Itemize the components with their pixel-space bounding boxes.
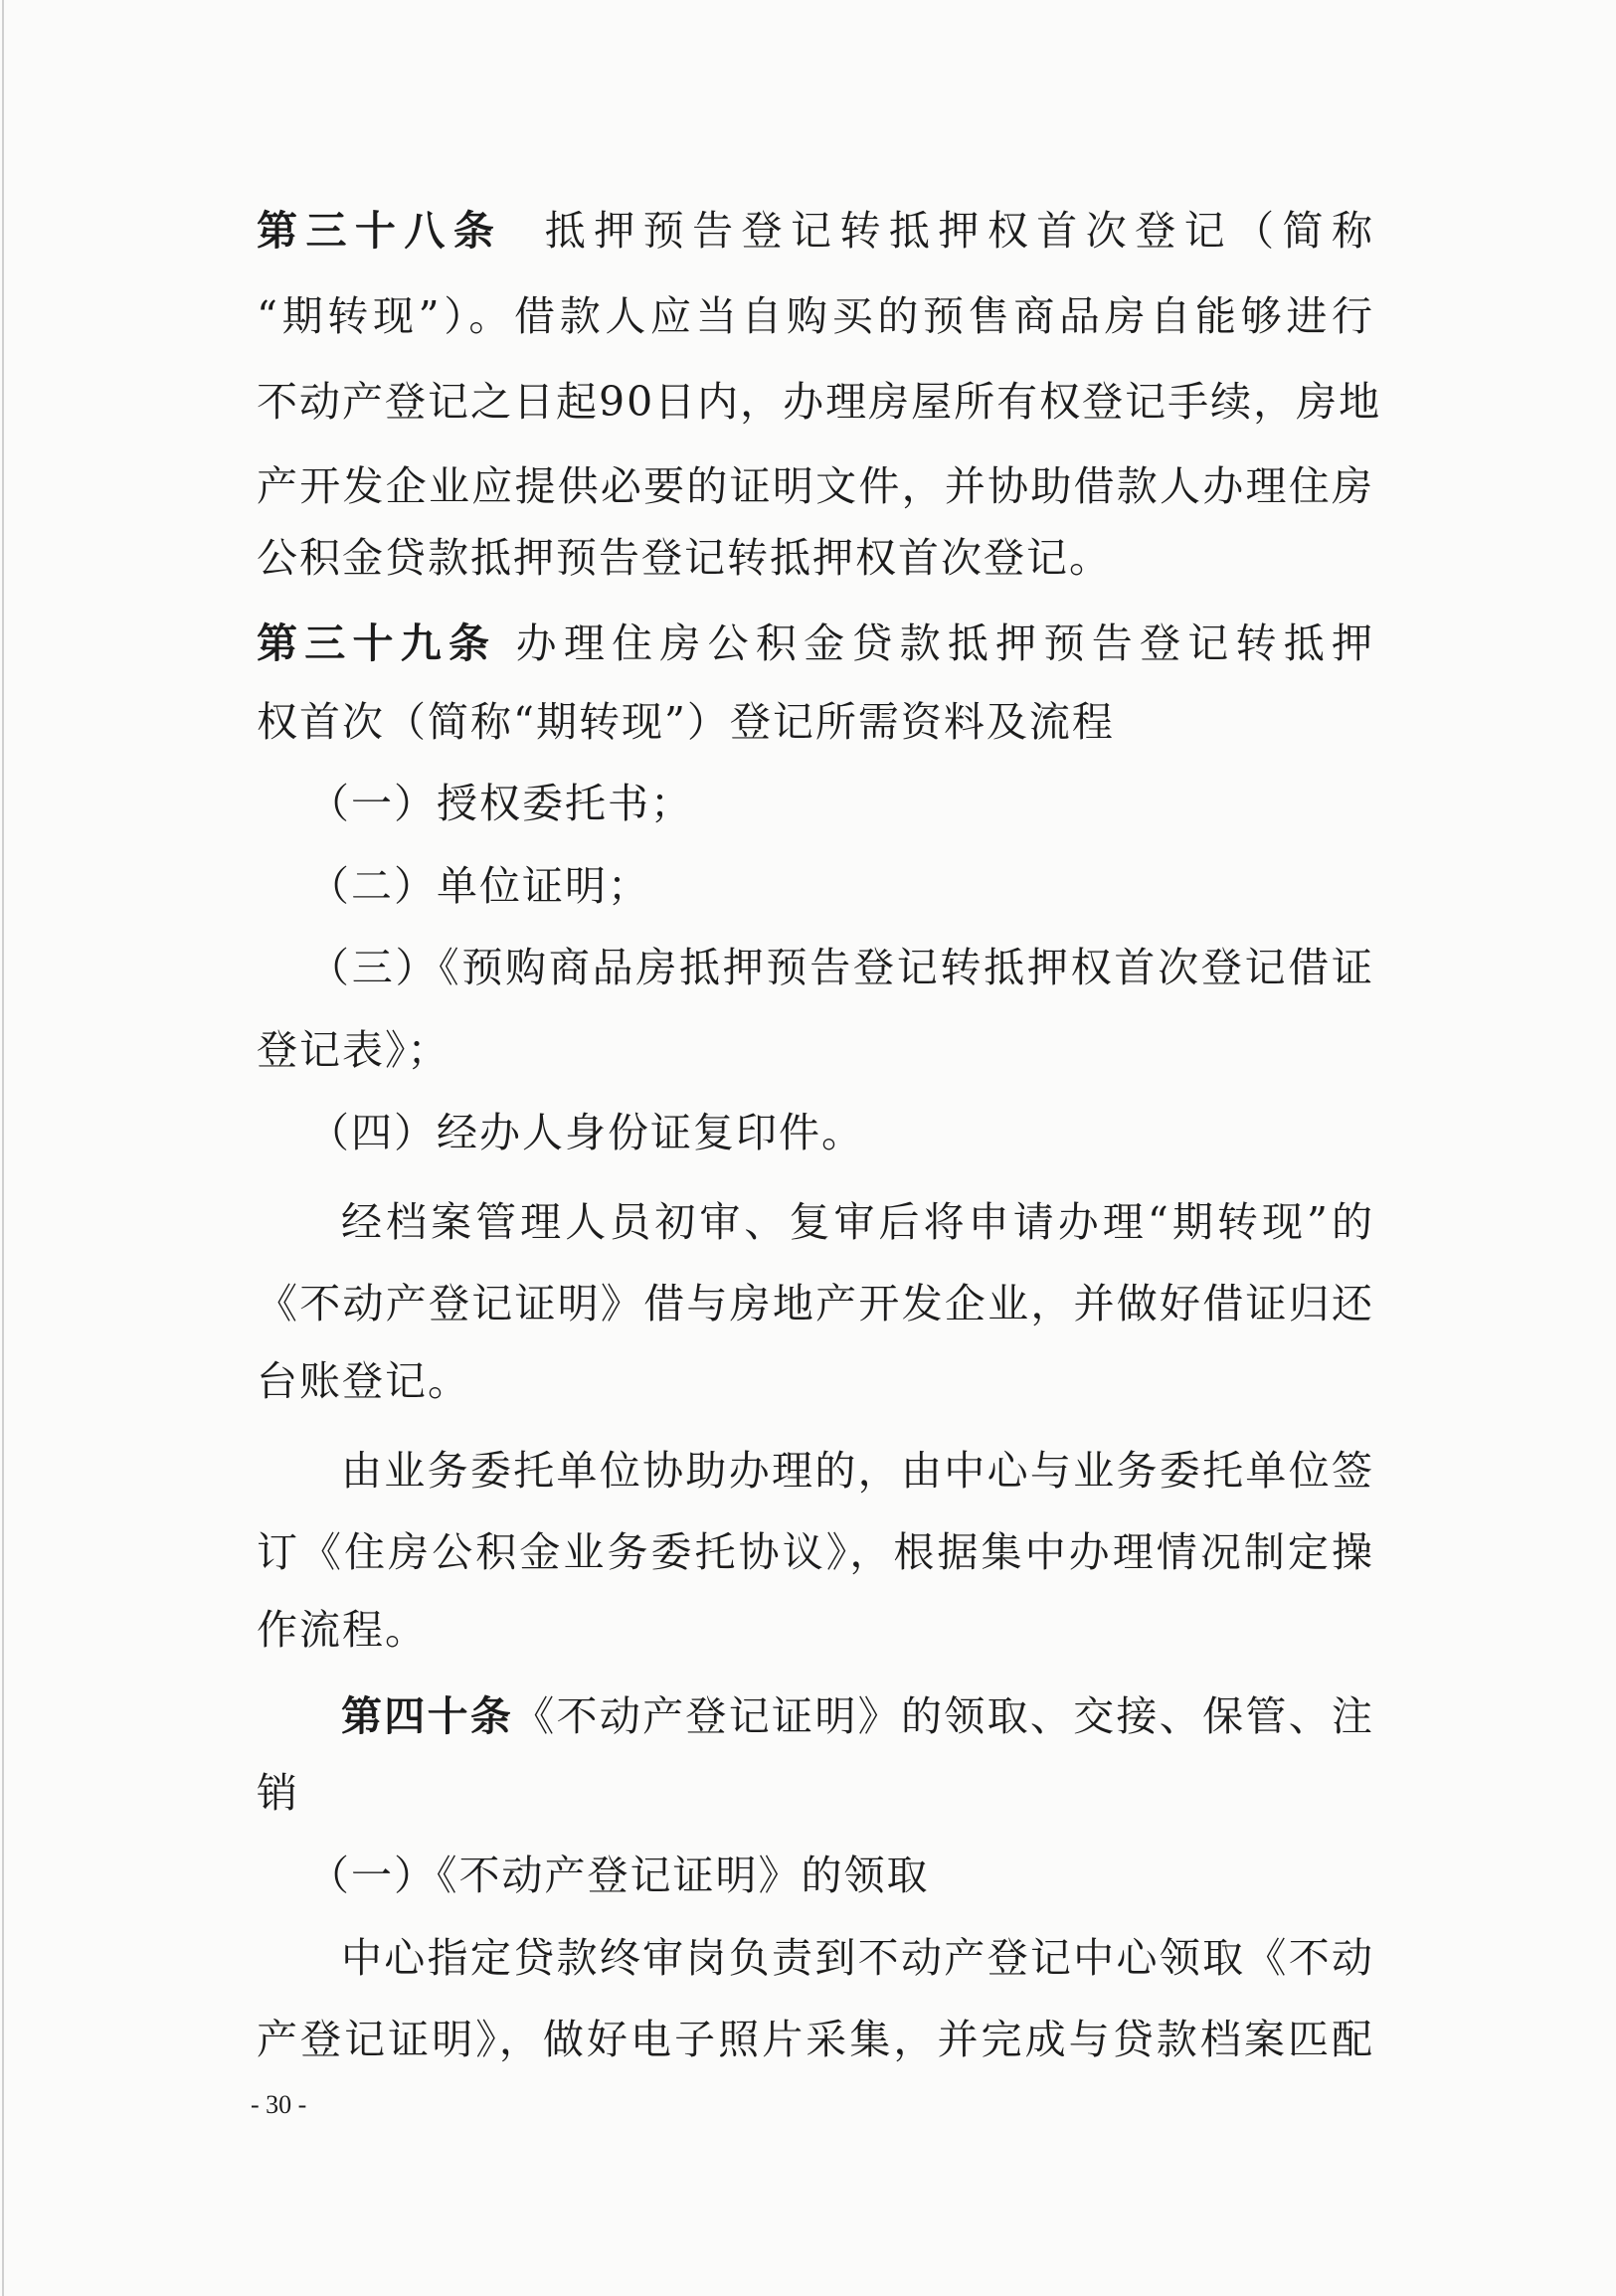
article38-text1: 抵押预告登记转抵押权首次登记（简称 [538,207,1375,255]
article39-item1: （一）授权委托书； [308,780,693,827]
scan-edge-line [2,0,4,2296]
article40-sub1: （一）《不动产登记证明》的领取 [308,1852,930,1899]
article38-line5: 公积金贷款抵押预告登记转抵押权首次登记。 [257,534,1112,582]
article39-item3-line2: 登记表》； [257,1026,450,1074]
article38-heading: 第三十八条 [257,207,503,255]
article39-para1-line2: 《不动产登记证明》借与房地产开发企业，并做好借证归还 [257,1280,1374,1327]
article40-sub1-line2: 产登记证明》，做好电子照片采集，并完成与贷款档案匹配 [257,2016,1374,2063]
article38-line1 [257,188,1374,273]
article39-para1-line3: 台账登记。 [257,1357,470,1405]
article39-line1 [257,601,1374,686]
article39-line2: 权首次（简称“期转现”）登记所需资料及流程 [257,698,1115,746]
article39-item2: （二）单位证明； [308,862,650,910]
article38-line4: 产开发企业应提供必要的证明文件，并协助借款人办理住房 [257,462,1374,510]
article39-para2-line3: 作流程。 [257,1606,428,1654]
article39-text1: 办理住房公积金贷款抵押预告登记转抵押 [510,619,1375,667]
article39-para2-line1: 由业务委托单位协助办理的，由中心与业务委托单位签 [341,1447,1374,1495]
article40-line1 [341,1674,1374,1759]
article40-text1: 《不动产登记证明》的领取、交接、保管、注 [513,1692,1374,1740]
page-number: - 30 - [251,2090,307,2119]
article39-heading: 第三十九条 [257,619,497,667]
article40-sub1-line1: 中心指定贷款终审岗负责到不动产登记中心领取《不动 [341,1934,1374,1982]
article39-item4: （四）经办人身份证复印件。 [308,1109,864,1156]
article40-heading: 第四十条 [341,1692,514,1740]
article38-line2: “期转现”）。借款人应当自购买的预售商品房自能够进行 [257,292,1374,340]
article39-para1-line1: 经档案管理人员初审、复审后将申请办理“期转现”的 [341,1198,1374,1246]
article39-para2-line2: 订《住房公积金业务委托协议》，根据集中办理情况制定操 [257,1528,1374,1576]
article38-line3: 不动产登记之日起90日内，办理房屋所有权登记手续，房地 [257,378,1382,426]
article40-line2: 销 [257,1769,299,1817]
article39-item3-line1: （三）《预购商品房抵押预告登记转抵押权首次登记借证 [308,944,1374,991]
